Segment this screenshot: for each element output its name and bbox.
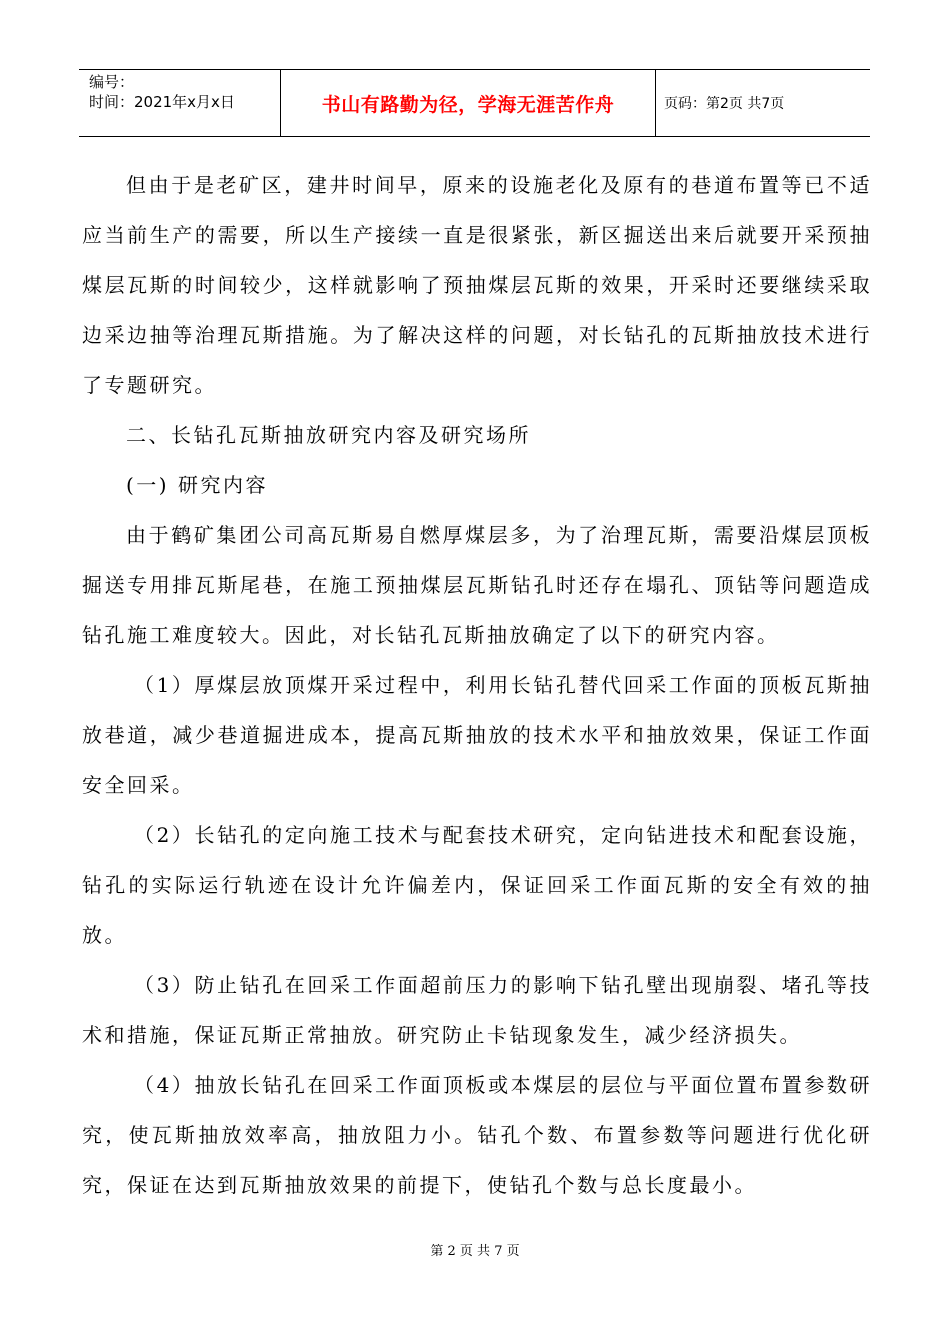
list-item: （4）抽放长钻孔在回采工作面顶板或本煤层的层位与平面位置布置参数研究，使瓦斯抽放效率高，抽放阻力小。钻孔个数、布置参数等问题进行优化研究，保证在达到瓦斯抽放效果的前提下，使钻孔个数与总长度最小。 — [82, 1073, 872, 1197]
page-footer: 第 2 页 共 7 页 — [430, 1244, 520, 1259]
list-item: （1）厚煤层放顶煤开采过程中，利用长钻孔替代回采工作面的顶板瓦斯抽放巷道，减少巷道掘进成本，提高瓦斯抽放的技术水平和抽放效果，保证工作面安全回采。 — [82, 673, 872, 797]
page-header — [79, 69, 870, 137]
paragraph: 由于鹤矿集团公司高瓦斯易自燃厚煤层多，为了治理瓦斯，需要沿煤层顶板掘送专用排瓦斯尾巷，在施工预抽煤层瓦斯钻孔时还存在塌孔、顶钻等问题造成钻孔施工难度较大。因此，对长钻孔瓦斯抽放确定了以下的研究内容。 — [82, 523, 872, 647]
paragraph: 但由于是老矿区，建井时间早，原来的设施老化及原有的巷道布置等已不适应当前生产的需要，所以生产接续一直是很紧张，新区掘送出来后就要开采预抽煤层瓦斯的时间较少，这样就影响了预抽煤层瓦斯的效果，开采时还要继续采取边采边抽等治理瓦斯措施。为了解决这样的问题，对长钻孔的瓦斯抽放技术进行了专题研究。 — [82, 173, 872, 397]
header-motto: 书山有路勤为径，学海无涯苦作舟 — [281, 70, 656, 136]
section-heading: 二、长钻孔瓦斯抽放研究内容及研究场所 — [126, 423, 531, 447]
document-body — [82, 160, 872, 1210]
list-item: （3）防止钻孔在回采工作面超前压力的影响下钻孔壁出现崩裂、堵孔等技术和措施，保证瓦斯正常抽放。研究防止卡钻现象发生，减少经济损失。 — [82, 973, 872, 1047]
time-label: 时间：2021年x月x日 — [89, 93, 235, 111]
header-meta — [79, 70, 281, 136]
list-item: （2）长钻孔的定向施工技术与配套技术研究，定向钻进技术和配套设施，钻孔的实际运行轨迹在设计允许偏差内，保证回采工作面瓦斯的安全有效的抽放。 — [82, 823, 872, 947]
number-label: 编号： — [89, 73, 135, 91]
header-page-info: 页码：第2页 共7页 — [664, 96, 785, 112]
subsection-heading: (一) 研究内容 — [126, 473, 268, 497]
